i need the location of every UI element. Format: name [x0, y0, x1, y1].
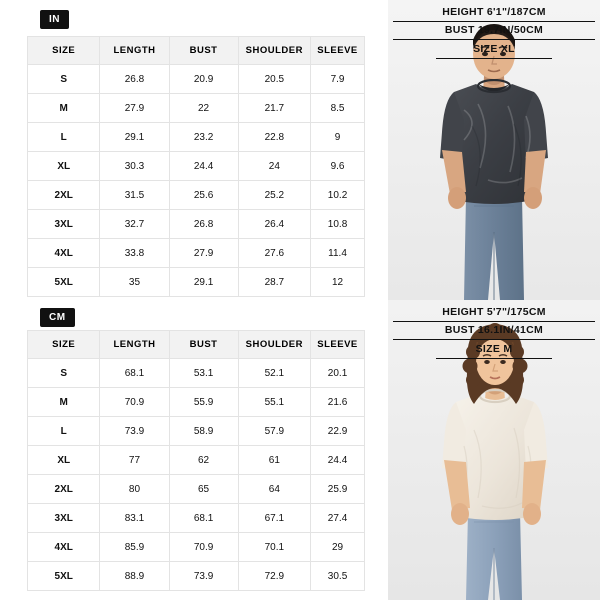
female-height-label: HEIGHT 5'7"/175CM	[393, 304, 595, 322]
cell-bust: 24.4	[169, 152, 238, 181]
cell-size: 3XL	[28, 504, 100, 533]
table-row	[28, 152, 365, 181]
cell-size: 2XL	[28, 181, 100, 210]
cell-shoulder: 25.2	[238, 181, 310, 210]
cell-shoulder: 72.9	[238, 562, 310, 591]
cell-bust: 23.2	[169, 123, 238, 152]
cell-sleeve: 12	[311, 268, 365, 297]
table-row	[28, 123, 365, 152]
male-model-specs	[393, 4, 595, 59]
unit-badge-in-wrapper	[40, 9, 69, 29]
female-model-specs	[393, 304, 595, 359]
cell-bust: 25.6	[169, 181, 238, 210]
cell-sleeve: 11.4	[311, 239, 365, 268]
cell-shoulder: 22.8	[238, 123, 310, 152]
cell-sleeve: 10.8	[311, 210, 365, 239]
size-table-inches	[27, 36, 365, 297]
cell-shoulder: 61	[238, 446, 310, 475]
cell-bust: 65	[169, 475, 238, 504]
column-header-shoulder: SHOULDER	[238, 37, 310, 65]
cell-sleeve: 29	[311, 533, 365, 562]
table-row	[28, 475, 365, 504]
cell-size: 4XL	[28, 533, 100, 562]
cell-length: 27.9	[100, 94, 169, 123]
table-row	[28, 533, 365, 562]
table-row	[28, 388, 365, 417]
table-row	[28, 359, 365, 388]
column-header-shoulder: SHOULDER	[238, 331, 310, 359]
cell-length: 30.3	[100, 152, 169, 181]
cell-sleeve: 7.9	[311, 65, 365, 94]
cell-length: 80	[100, 475, 169, 504]
cell-sleeve: 9.6	[311, 152, 365, 181]
male-bust-label: BUST 19.7IN/50CM	[393, 22, 595, 40]
cell-sleeve: 9	[311, 123, 365, 152]
cell-size: M	[28, 94, 100, 123]
cell-shoulder: 21.7	[238, 94, 310, 123]
cell-size: M	[28, 388, 100, 417]
cell-shoulder: 28.7	[238, 268, 310, 297]
column-header-bust: BUST	[169, 37, 238, 65]
cell-sleeve: 27.4	[311, 504, 365, 533]
female-bust-label: BUST 16.1IN/41CM	[393, 322, 595, 340]
cell-length: 68.1	[100, 359, 169, 388]
cell-bust: 20.9	[169, 65, 238, 94]
cell-bust: 70.9	[169, 533, 238, 562]
column-header-size: SIZE	[28, 331, 100, 359]
cell-length: 85.9	[100, 533, 169, 562]
table-row	[28, 446, 365, 475]
cell-length: 77	[100, 446, 169, 475]
column-header-sleeve: SLEEVE	[311, 331, 365, 359]
table-row	[28, 268, 365, 297]
cell-shoulder: 70.1	[238, 533, 310, 562]
cell-length: 73.9	[100, 417, 169, 446]
cell-length: 83.1	[100, 504, 169, 533]
cell-shoulder: 64	[238, 475, 310, 504]
unit-badge-cm: CM	[40, 308, 75, 327]
unit-badge-cm-wrapper	[40, 307, 75, 327]
male-height-label: HEIGHT 6'1"/187CM	[393, 4, 595, 22]
cell-sleeve: 22.9	[311, 417, 365, 446]
unit-badge-in: IN	[40, 10, 69, 29]
cell-sleeve: 10.2	[311, 181, 365, 210]
cell-size: S	[28, 65, 100, 94]
cell-bust: 73.9	[169, 562, 238, 591]
cell-sleeve: 25.9	[311, 475, 365, 504]
column-header-length: LENGTH	[100, 37, 169, 65]
cell-length: 88.9	[100, 562, 169, 591]
cell-bust: 68.1	[169, 504, 238, 533]
cell-length: 35	[100, 268, 169, 297]
cell-shoulder: 27.6	[238, 239, 310, 268]
cell-bust: 27.9	[169, 239, 238, 268]
cell-shoulder: 52.1	[238, 359, 310, 388]
column-header-size: SIZE	[28, 37, 100, 65]
male-size-label: SIZE XL	[436, 40, 552, 59]
table-row	[28, 210, 365, 239]
cell-size: L	[28, 123, 100, 152]
cell-size: 4XL	[28, 239, 100, 268]
column-header-length: LENGTH	[100, 331, 169, 359]
cell-length: 70.9	[100, 388, 169, 417]
table-row	[28, 562, 365, 591]
column-header-bust: BUST	[169, 331, 238, 359]
table-row	[28, 181, 365, 210]
cell-sleeve: 30.5	[311, 562, 365, 591]
cell-bust: 62	[169, 446, 238, 475]
cell-length: 33.8	[100, 239, 169, 268]
cell-sleeve: 8.5	[311, 94, 365, 123]
cell-shoulder: 24	[238, 152, 310, 181]
female-size-label: SIZE M	[436, 340, 552, 359]
table-row	[28, 239, 365, 268]
model-photos-column	[388, 0, 600, 600]
cell-shoulder: 67.1	[238, 504, 310, 533]
cell-size: L	[28, 417, 100, 446]
cell-length: 32.7	[100, 210, 169, 239]
cell-size: 3XL	[28, 210, 100, 239]
cell-bust: 53.1	[169, 359, 238, 388]
table-row	[28, 417, 365, 446]
cell-bust: 29.1	[169, 268, 238, 297]
model-panel-female	[388, 300, 600, 600]
cell-length: 31.5	[100, 181, 169, 210]
table-row	[28, 94, 365, 123]
cell-shoulder: 55.1	[238, 388, 310, 417]
cell-shoulder: 26.4	[238, 210, 310, 239]
cell-sleeve: 24.4	[311, 446, 365, 475]
column-header-sleeve: SLEEVE	[311, 37, 365, 65]
table-row	[28, 65, 365, 94]
size-table-centimeters	[27, 330, 365, 591]
cell-sleeve: 20.1	[311, 359, 365, 388]
table-row	[28, 504, 365, 533]
table-header-row	[28, 331, 365, 359]
cell-bust: 58.9	[169, 417, 238, 446]
cell-length: 26.8	[100, 65, 169, 94]
cell-sleeve: 21.6	[311, 388, 365, 417]
cell-size: 2XL	[28, 475, 100, 504]
cell-bust: 55.9	[169, 388, 238, 417]
cell-size: 5XL	[28, 562, 100, 591]
cell-length: 29.1	[100, 123, 169, 152]
model-panel-male	[388, 0, 600, 300]
cell-size: XL	[28, 446, 100, 475]
cell-size: 5XL	[28, 268, 100, 297]
cell-bust: 26.8	[169, 210, 238, 239]
table-header-row	[28, 37, 365, 65]
cell-shoulder: 57.9	[238, 417, 310, 446]
cell-size: S	[28, 359, 100, 388]
cell-size: XL	[28, 152, 100, 181]
cell-bust: 22	[169, 94, 238, 123]
cell-shoulder: 20.5	[238, 65, 310, 94]
